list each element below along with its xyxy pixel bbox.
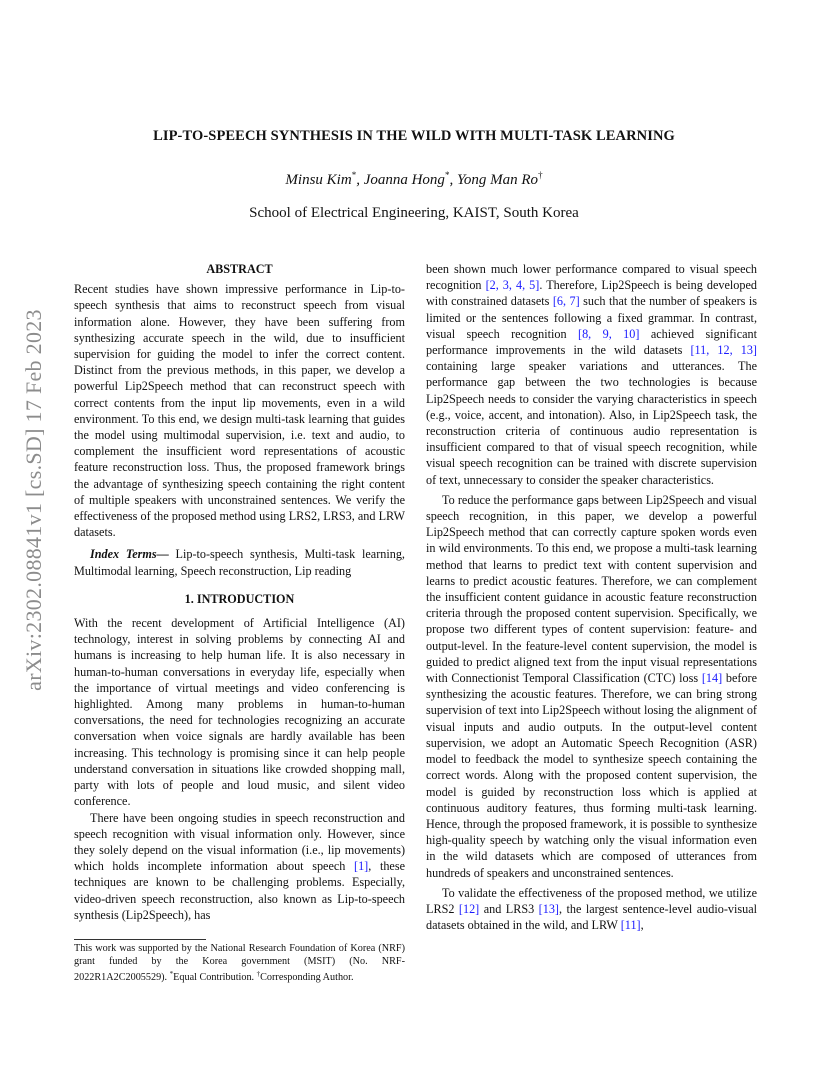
paper-title: LIP-TO-SPEECH SYNTHESIS IN THE WILD WITH MULTI-TASK LEARNING: [153, 128, 675, 144]
citation-link[interactable]: [13]: [538, 901, 559, 916]
arxiv-identifier: arXiv:2302.08841v1 [cs.SD] 17 Feb 2023: [21, 309, 46, 691]
intro-paragraph-2: There have been ongoing studies in speech reconstruction and speech recognition with visual information only. However, since they solely depend on the visual information (i.e., lip movements) which holds incomplete information about speech [1], these techniques are known to be challenging problems. Especially, video-driven speech reconstruction, also known as Lip-to-speech synthesis (Lip2Speech), has: [74, 810, 405, 922]
equal-contribution-mark: *: [169, 970, 174, 978]
author-list: Minsu Kim*, Joanna Hong*, Yong Man Ro†: [285, 170, 543, 188]
author-name: Joanna Hong: [363, 172, 445, 188]
arxiv-stamp: [22, 290, 46, 710]
index-terms-label: Index Terms—: [90, 547, 169, 562]
citation-link[interactable]: [6, 7]: [552, 294, 580, 309]
citation-link[interactable]: [12]: [458, 901, 480, 916]
citation-link[interactable]: [8, 9, 10]: [578, 326, 640, 341]
left-column: [74, 261, 405, 923]
introduction-heading: 1. INTRODUCTION: [184, 591, 295, 606]
corresponding-author-mark: †: [256, 970, 261, 978]
intro-paragraph-5: To validate the effectiveness of the proposed method, we utilize LRS2 [12] and LRS3 [13], the largest sentence-level audio-visual datasets obtained in the wild, and LRW [11],: [426, 885, 757, 933]
abstract-text: Recent studies have shown impressive performance in Lip-to-speech synthesis that aims to reconstruct speech from visual information alone. However, they have been suffering from synthesizing accurate speech in the wild, due to insufficient supervision for guiding the model to infer the correct content. Distinct from the previous methods, in this paper, we develop a powerful Lip2Speech method that can reconstruct speech with correct contents from the input lip movements, even in a wild environment. To this end, we design multi-task learning that guides the model using multimodal supervision, i.e. text and audio, to complement the insufficient word representations of acoustic feature reconstruction loss. Thus, the proposed framework brings the advantage of synthesizing speech containing the right content of multiple speakers with unconstrained sentences. We verify the effectiveness of the proposed method using LRS2, LRS3, and LRW datasets.: [74, 282, 405, 540]
right-column: [426, 261, 757, 933]
funding-footnote: This work was supported by the National Research Foundation of Korea (NRF) grant funded by the Korea government (MSIT) (No. NRF-2022R1A2C2005529). *Equal Contribution. †Corresponding Author.: [74, 943, 405, 983]
equal-contribution-mark: *: [351, 170, 357, 180]
citation-link[interactable]: [2, 3, 4, 5]: [485, 278, 540, 293]
index-terms: [74, 546, 405, 578]
intro-paragraph-3: been shown much lower performance compared to visual speech recognition [2, 3, 4, 5]. Therefore, Lip2Speech is being developed with constrained datasets [6, 7] such that the number of speakers is limited or the sentences following a fixed grammar. In contrast, visual speech recognition [8, 9, 10] achieved significant performance improvements in the wild datasets [11, 12, 13] containing large speaker variations and utterances. The performance gap between the two technologies is because Lip2Speech needs to consider the varying characteristics in speech (e.g., voice, accent, and intonation). Also, in Lip2Speech task, the reconstruction criteria of continuous audio representation is insufficient compared to that of visual speech recognition, while visual speech recognition can be trained with discrete supervision of text, unnecessary to consider the speaker characteristics.: [426, 262, 757, 487]
equal-contribution-mark: *: [444, 170, 450, 180]
intro-paragraph-4: To reduce the performance gaps between Lip2Speech and visual speech recognition, in this paper, we develop a powerful Lip2Speech method that can correctly capture spoken words even in wild environments. To this end, we propose a multi-task learning method that learns to predict text with content supervision and learns to predict acoustic features. Therefore, we can complement the insufficient content guidance in acoustic feature reconstruction criteria through the proposed content supervision. Specifically, we propose two different types of content supervision: feature- and output-level. In the feature-level content supervision, the model is guided to predict aligned text from the input visual representations with Connectionist Temporal Classification (CTC) loss [14] before synthesizing the acoustic features. Therefore, we can bring strong supervision of text into Lip2Speech without losing the alignment of visual inputs and audio outputs. In the output-level content supervision, we adopt an Automatic Speech Recognition (ASR) model to feedback the model to synthesize speech containing the correct words. Along with the proposed content supervision, the model is guided by reconstruction loss which is applied at continuous auditory features, thus forming multi-task learning. Hence, through the proposed framework, it is possible to synthesize high-quality speech by watching only the visual information even in the wild datasets which are composed of utterances from hundreds of speakers and unconstrained sentences.: [426, 492, 758, 880]
affiliation: School of Electrical Engineering, KAIST, South Korea: [249, 205, 579, 221]
author-name: Yong Man Ro: [456, 172, 539, 188]
author-name: Minsu Kim: [285, 172, 352, 188]
citation-link[interactable]: [11, 12, 13]: [690, 343, 757, 358]
index-terms-list: Lip-to-speech synthesis, Multi-task learning, Multimodal learning, Speech reconstruction, Lip reading: [74, 547, 405, 578]
footnote-divider: [74, 939, 206, 940]
citation-link[interactable]: [1]: [354, 859, 369, 874]
citation-link[interactable]: [11]: [620, 918, 641, 933]
intro-paragraph-1: With the recent development of Artificial Intelligence (AI) technology, interest in solving problems by connecting AI and humans is increasing to help human life. It is also necessary in human-to-human conversations in everyday life, especially when the importance of virtual meetings and video conferencing is highlighted. Among many problems in human-to-human conversations, the need for technologies recognizing an accurate conversation when voice signals are hardly available has been increasing. This technology is promising since it can help people understand conversation in situations like crowded shopping mall, party with lots of people and loud music, and silent video conference.: [74, 616, 405, 809]
abstract-heading: ABSTRACT: [206, 262, 273, 276]
corresponding-author-mark: †: [538, 170, 543, 180]
citation-link[interactable]: [14]: [701, 671, 723, 686]
